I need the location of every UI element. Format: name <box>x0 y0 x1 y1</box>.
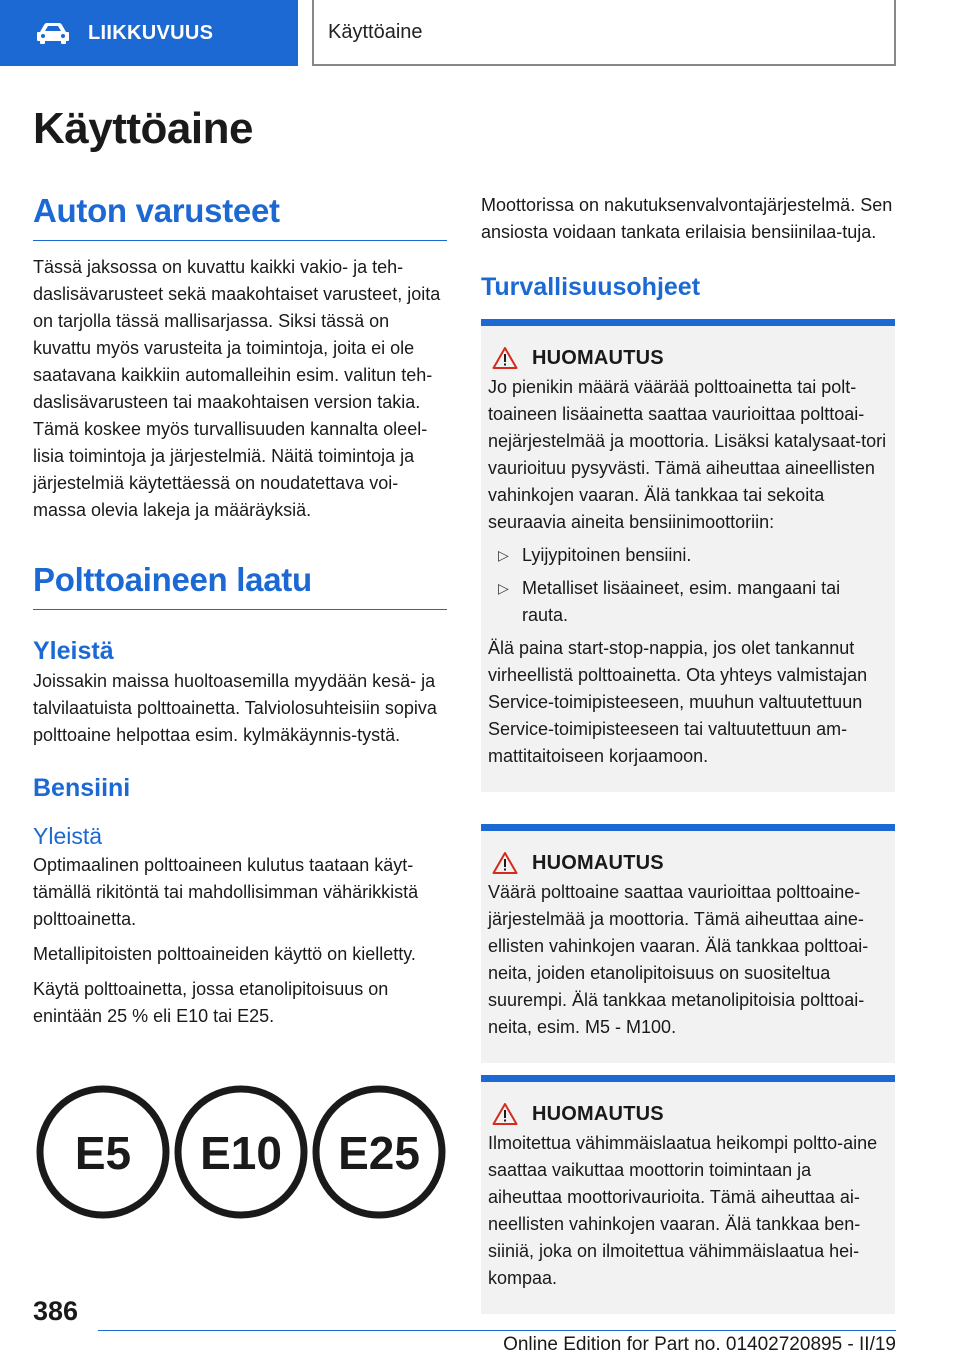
warning-title-1: HUOMAUTUS <box>532 346 664 369</box>
car-icon <box>36 21 70 45</box>
bullet-marker-icon: ▷ <box>498 580 509 596</box>
warning-box-2 <box>481 824 895 1063</box>
warning-box-1 <box>481 319 895 792</box>
polttoaineen-laatu-heading: Polttoaineen laatu <box>33 561 447 610</box>
fuel-label-e10 <box>178 1089 304 1215</box>
fuel-label-e5 <box>40 1089 166 1215</box>
section-tab[interactable] <box>0 0 298 66</box>
bensiini-text-2: Metallipitoisten polttoaineiden käyttö on kielletty. <box>33 944 416 964</box>
auton-varusteet-text: Tässä jaksossa on kuvattu kaikki vakio- ja teh-daslisävarusteet sekä maakohtaiset varusteet, joita on tarjolla tässä mallisarjassa. Siksi tässä on kuvattu myös varusteita ja toimintoja, joita ei ole saatavana kaikkiin automalleihin esim. valitun teh-daslisävarusteen tai maakohtaisen version takia. Tämä koskee myös turvallisuuden kannalta oleel-lisia toimintoja ja järjestelmiä. Näitä toimintoja ja järjestelmiä käytettäessä on noudatettava voi-massa olevia lakeja ja määräyksiä. <box>33 257 441 520</box>
warning-title-2: HUOMAUTUS <box>532 851 664 874</box>
bullet-marker-icon: ▷ <box>498 547 509 563</box>
yleista-text: Joissakin maissa huoltoasemilla myydään kesä- ja talvilaatuista polttoainetta. Talviolosuhteisiin sopiva polttoaine helpottaa esim. kylmäkäynnis-tystä. <box>33 671 437 745</box>
footer-divider <box>98 1330 896 1331</box>
turvallisuusohjeet-heading: Turvallisuusohjeet <box>481 273 701 301</box>
fuel-label-e5-text: E5 <box>74 1127 132 1179</box>
bensiini-heading: Bensiini <box>33 774 131 802</box>
section-tab-label: LIIKKUVUUS <box>88 21 214 44</box>
fuel-label-e25 <box>316 1089 442 1215</box>
left-column <box>33 192 447 1222</box>
bensiini-text-3: Käytä polttoainetta, jossa etanolipitoisuus on enintään 25 % eli E10 tai E25. <box>33 979 389 1026</box>
bullet-text: Lyijypitoinen bensiini. <box>522 545 692 565</box>
warning-text-2: Väärä polttoaine saattaa vaurioittaa polttoaine-järjestelmää ja moottoria. Tämä aiheuttaa aine-ellisten vahinkojen vaaran. Älä tankkaa polttoai-neita, joiden etanolipitoisuus on suositeltua suurempi. Älä tankkaa metanolipitoisia polttoai-neita, esim. M5 - M100. <box>488 882 869 1037</box>
warning-triangle-icon <box>492 851 518 875</box>
warning-box-3 <box>481 1075 895 1314</box>
fuel-label-e25-text: E25 <box>338 1127 420 1179</box>
subsection-tab-label: Käyttöaine <box>328 20 423 43</box>
fuel-labels-graphic <box>33 1082 447 1222</box>
warning-title-3: HUOMAUTUS <box>532 1102 664 1125</box>
yleista-heading: Yleistä <box>33 637 114 665</box>
auton-varusteet-heading: Auton varusteet <box>33 192 447 241</box>
warning-text-1b: Älä paina start-stop-nappia, jos olet tankannut virheellistä polttoainetta. Ota yhteys valmistajan Service-toimipisteeseen, muuhun valtuutettuun Service-toimipisteeseen tai valtuutettuun am-mattitaitoiseen korjaamoon. <box>488 638 868 766</box>
edition-note: Online Edition for Part no. 01402720895 - II/19 <box>503 1334 896 1355</box>
subsection-tab[interactable] <box>312 0 896 66</box>
warning-triangle-icon <box>492 1102 518 1126</box>
page-header <box>0 0 960 66</box>
warning-text-3: Ilmoitettua vähimmäislaatua heikompi poltto-aine saattaa vaikuttaa moottorin toimintaan ja aiheuttaa moottorivaurioita. Tämä aiheuttaa ai-neellisten vahinkojen vaaran. Älä tankkaa ben-siiniä, joka on ilmoitettua vähimmäislaatua hei-kompaa. <box>488 1133 878 1288</box>
bensiini-yleista-heading: Yleistä <box>33 823 103 849</box>
intro-text: Moottorissa on nakutuksenvalvontajärjestelmä. Sen ansiosta voidaan tankata erilaisia bensiinilaa-tuja. <box>481 195 893 242</box>
warning-text-1: Jo pienikin määrä väärää polttoainetta tai polt-toaineen lisäainetta saattaa vaurioittaa polttoai-nejärjestelmää ja moottoria. Lisäksi katalysaat-tori vaurioituu pysyvästi. Tämä aiheuttaa aineellisten vahinkojen vaaran. Älä tankkaa tai sekoita seuraavia aineita bensiinimoottoriin: <box>488 377 887 532</box>
fuel-label-e10-text: E10 <box>200 1127 282 1179</box>
right-column <box>481 192 895 1314</box>
bullet-text: Metalliset lisäaineet, esim. mangaani tai rauta. <box>522 578 841 625</box>
page-title: Käyttöaine <box>33 104 253 153</box>
bensiini-text-1: Optimaalinen polttoaineen kulutus taataan käyt-tämällä rikitöntä tai mahdollisimman vähärikkistä polttoainetta. <box>33 855 419 929</box>
page-number: 386 <box>33 1296 79 1326</box>
bullet-item <box>488 542 887 569</box>
warning-triangle-icon <box>492 346 518 370</box>
bullet-item <box>488 575 887 629</box>
